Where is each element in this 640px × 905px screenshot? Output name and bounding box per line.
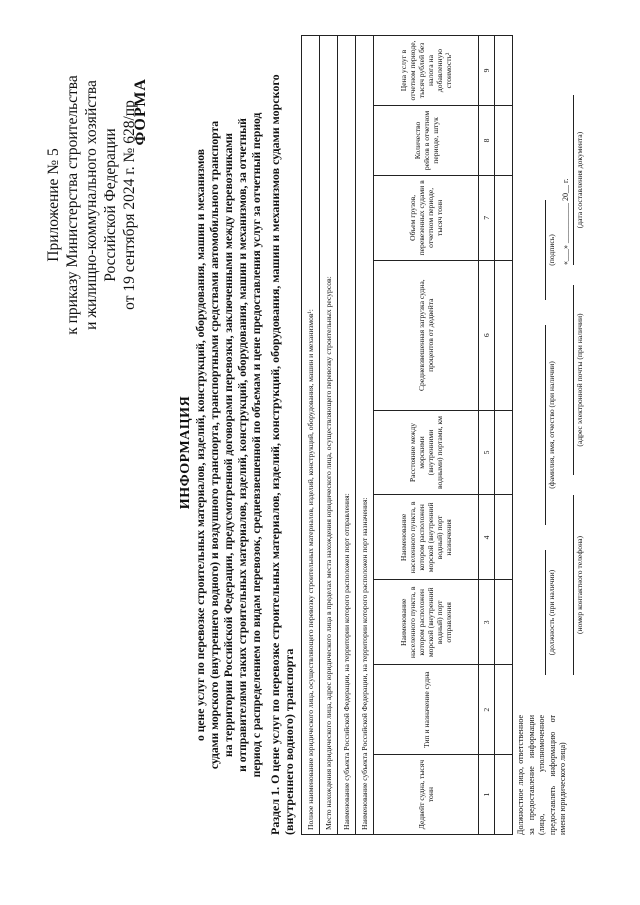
- signature-line-date: [573, 95, 574, 265]
- row-legal-entity-location: Место нахождения юридического лица, адрес юридического лица в пределах места нахождения юридического лица, осуществляющего перевозку строительных ресурсов:: [320, 36, 338, 835]
- signature-line-signature: [545, 200, 546, 300]
- col-header-deadweight: Дедвейт судна, тысяч тонн: [374, 755, 479, 835]
- document-title: ИНФОРМАЦИЯ: [178, 395, 193, 510]
- appendix-line-3: и жилищно-коммунального хозяйства: [83, 80, 100, 330]
- col-number: 1: [479, 755, 495, 835]
- empty-cell: [495, 580, 513, 665]
- services-table: [301, 35, 513, 835]
- appendix-header: [44, 45, 139, 365]
- row-destination-subject: Наименование субъекта Российской Федерации, на территории которого расположен порт назначения:: [356, 36, 374, 835]
- col-header-trips-count: Количество рейсов в отчетном периоде, штук: [374, 106, 479, 176]
- col-number: 4: [479, 495, 495, 580]
- caption-phone: (номер контактного телефона): [575, 535, 584, 635]
- section-title-line-2: (внутреннего водного) транспорта: [282, 648, 296, 835]
- subtitle-line-2: судами морского (внутреннего водного) и воздушного транспорта, транспортными средствами автомобильного транспорта: [208, 120, 221, 770]
- empty-cell: [495, 36, 513, 106]
- empty-cell: [495, 665, 513, 755]
- col-header-cargo-volume: Объем грузов, перевезенных судами в отчетном периоде, тысяч тонн: [374, 175, 479, 260]
- appendix-line-1: Приложение № 5: [45, 148, 62, 262]
- document-subtitle: [194, 45, 264, 845]
- empty-cell: [495, 495, 513, 580]
- col-header-average-load: Средневзвешенная загрузка судна, процентов от дедвейта: [374, 260, 479, 410]
- caption-fullname: (фамилия, имя, отчество (при наличии): [547, 361, 556, 489]
- section-title-line-1: Раздел 1. О цене услуг по перевозке строительных материалов, изделий, конструкций, оборудования, машин и механизмов судами морского: [268, 74, 282, 835]
- row-legal-entity-name: Полное наименование юридического лица, осуществляющего перевозку строительных материалов, изделий, конструкций, оборудования, машин и механизмов¹:: [302, 36, 320, 835]
- caption-position: (должность (при наличии): [547, 569, 556, 656]
- appendix-line-2: к приказу Министерства строительства: [64, 75, 81, 335]
- subtitle-line-1: о цене услуг по перевозке строительных материалов, изделий, конструкций, оборудования, машин и механизмов: [194, 149, 207, 741]
- empty-cell: [495, 106, 513, 176]
- col-header-distance: Расстояние между морскими (внутренними водными) портами, км: [374, 410, 479, 495]
- date-template: «___» __________ 20__ г.: [561, 178, 570, 265]
- empty-cell: [495, 410, 513, 495]
- caption-email: (адрес электронной почты (при наличии): [575, 313, 584, 447]
- signature-line-position: [545, 550, 546, 675]
- empty-cell: [495, 175, 513, 260]
- col-number: 5: [479, 410, 495, 495]
- col-number: 8: [479, 106, 495, 176]
- row-departure-subject: Наименование субъекта Российской Федерации, на территории которого расположен порт отправления:: [338, 36, 356, 835]
- empty-cell: [495, 755, 513, 835]
- col-header-destination-port: Наименование населенного пункта, в котором расположен морской (внутренний водный) порт назначения: [374, 495, 479, 580]
- col-number: 6: [479, 260, 495, 410]
- caption-date: (дата составления документа): [575, 131, 584, 229]
- col-number: 3: [479, 580, 495, 665]
- empty-cell: [495, 260, 513, 410]
- col-header-departure-port: Наименование населенного пункта, в котором расположен морской (внутренний водный) порт отправления: [374, 580, 479, 665]
- responsible-person-label: Должностное лицо, ответственное за предоставление информации (лицо, уполномоченное предоставлять информацию от имени юридического лица): [516, 715, 567, 835]
- col-header-vessel-type: Тип и назначение судна: [374, 665, 479, 755]
- form-label: ФОРМА: [132, 78, 149, 146]
- col-number: 7: [479, 175, 495, 260]
- signature-line-email: [573, 285, 574, 475]
- col-number: 2: [479, 665, 495, 755]
- signature-line-fullname: [545, 325, 546, 525]
- section-title: [268, 35, 296, 835]
- subtitle-line-5: период с распределением по видам перевозок, средневзвешенной по объемам и цене предоставления услуг за отчетный период: [250, 112, 263, 778]
- appendix-line-4: Российской Федерации: [102, 128, 119, 282]
- subtitle-line-3: на территории Российской Федерации, предусмотренной договорами перевозки, заключенными между перевозчиками: [222, 133, 235, 757]
- appendix-line-5: от 19 сентября 2024 г. № 628/пр: [121, 100, 138, 310]
- caption-signature: (подпись): [547, 234, 556, 266]
- col-number: 9: [479, 36, 495, 106]
- col-header-service-price: Цена услуг в отчетном периоде, тысяч рублей без налога на добавленную стоимость²: [374, 36, 479, 106]
- subtitle-line-4: и отправителями таких строительных материалов, изделий, конструкций, оборудования, машин и механизмов, за отчетный: [236, 118, 249, 772]
- signature-line-phone: [573, 495, 574, 675]
